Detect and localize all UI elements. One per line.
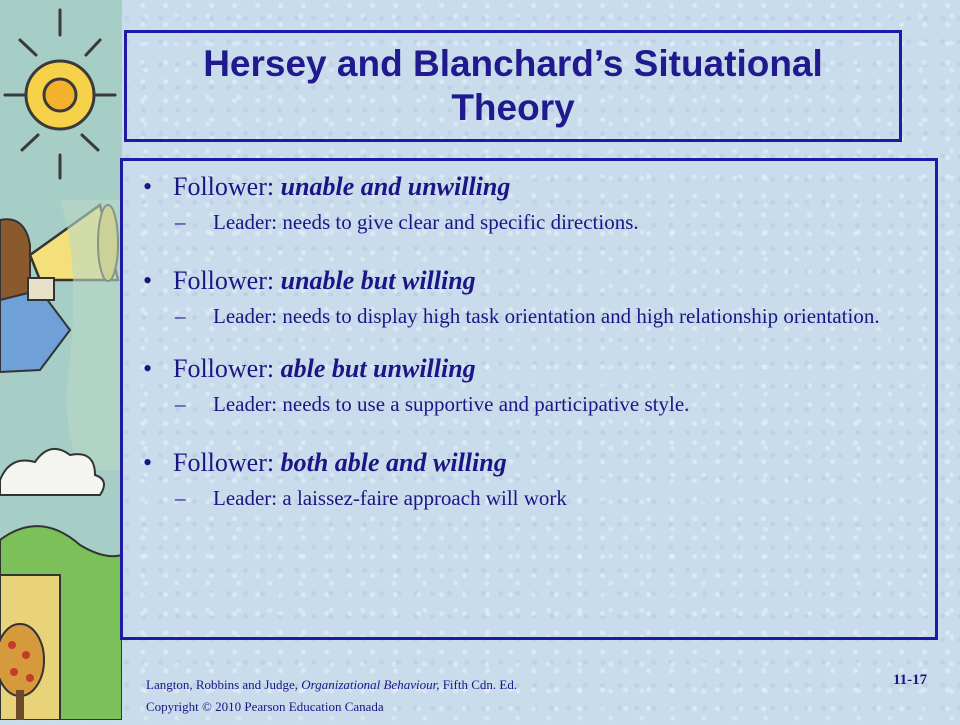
dash-icon: – xyxy=(175,210,186,234)
dash-icon: – xyxy=(175,486,186,510)
footer-source: Langton, Robbins and Judge, Organizational Behaviour, Fifth Cdn. Ed. xyxy=(146,677,518,692)
bullet-prefix: Follower: xyxy=(173,172,281,201)
bullet-emphasis: unable and unwilling xyxy=(280,172,511,201)
tree-icon xyxy=(0,575,60,720)
content-box xyxy=(120,158,938,640)
bullet-dot-icon: • xyxy=(143,448,153,477)
title-box xyxy=(124,30,902,142)
sub-bullet xyxy=(175,391,923,417)
dash-icon: – xyxy=(175,392,186,416)
dash-icon: – xyxy=(175,304,186,328)
sub-bullet xyxy=(175,485,923,511)
bullet-dot-icon: • xyxy=(143,354,153,383)
slide-number: 11-17 xyxy=(893,672,928,688)
sub-bullet-text: Leader: a laissez-faire approach will work xyxy=(213,486,567,510)
list-item xyxy=(135,171,923,235)
bullet-dot-icon: • xyxy=(143,266,153,295)
sub-bullet xyxy=(175,303,923,329)
list-item xyxy=(135,265,923,329)
bullet-prefix: Follower: xyxy=(173,266,281,295)
footer-citation xyxy=(146,674,517,718)
megaphone-illustration xyxy=(0,0,122,720)
sub-bullet-text: Leader: needs to give clear and specific directions. xyxy=(213,210,639,234)
bullet-prefix: Follower: xyxy=(173,354,281,383)
bullet-line xyxy=(143,353,923,385)
sub-bullet xyxy=(175,209,923,235)
list-item xyxy=(135,353,923,417)
footer-copyright: Copyright © 2010 Pearson Education Canada xyxy=(146,699,384,714)
bullet-emphasis: able but unwilling xyxy=(280,354,476,383)
sub-bullet-text: Leader: needs to display high task orientation and high relationship orientation. xyxy=(213,304,880,328)
side-illustration xyxy=(0,0,122,720)
bullet-emphasis: both able and willing xyxy=(280,448,507,477)
bullet-line xyxy=(143,265,923,297)
book-title: Organizational Behaviour, xyxy=(301,677,440,692)
bullet-line xyxy=(143,447,923,479)
bullet-line xyxy=(143,171,923,203)
bullet-dot-icon: • xyxy=(143,172,153,201)
slide-title: Hersey and Blanchard’s Situational Theory xyxy=(203,43,823,128)
bullet-prefix: Follower: xyxy=(173,448,281,477)
sub-bullet-text: Leader: needs to use a supportive and participative style. xyxy=(213,392,690,416)
list-item xyxy=(135,447,923,511)
bullet-emphasis: unable but willing xyxy=(280,266,476,295)
